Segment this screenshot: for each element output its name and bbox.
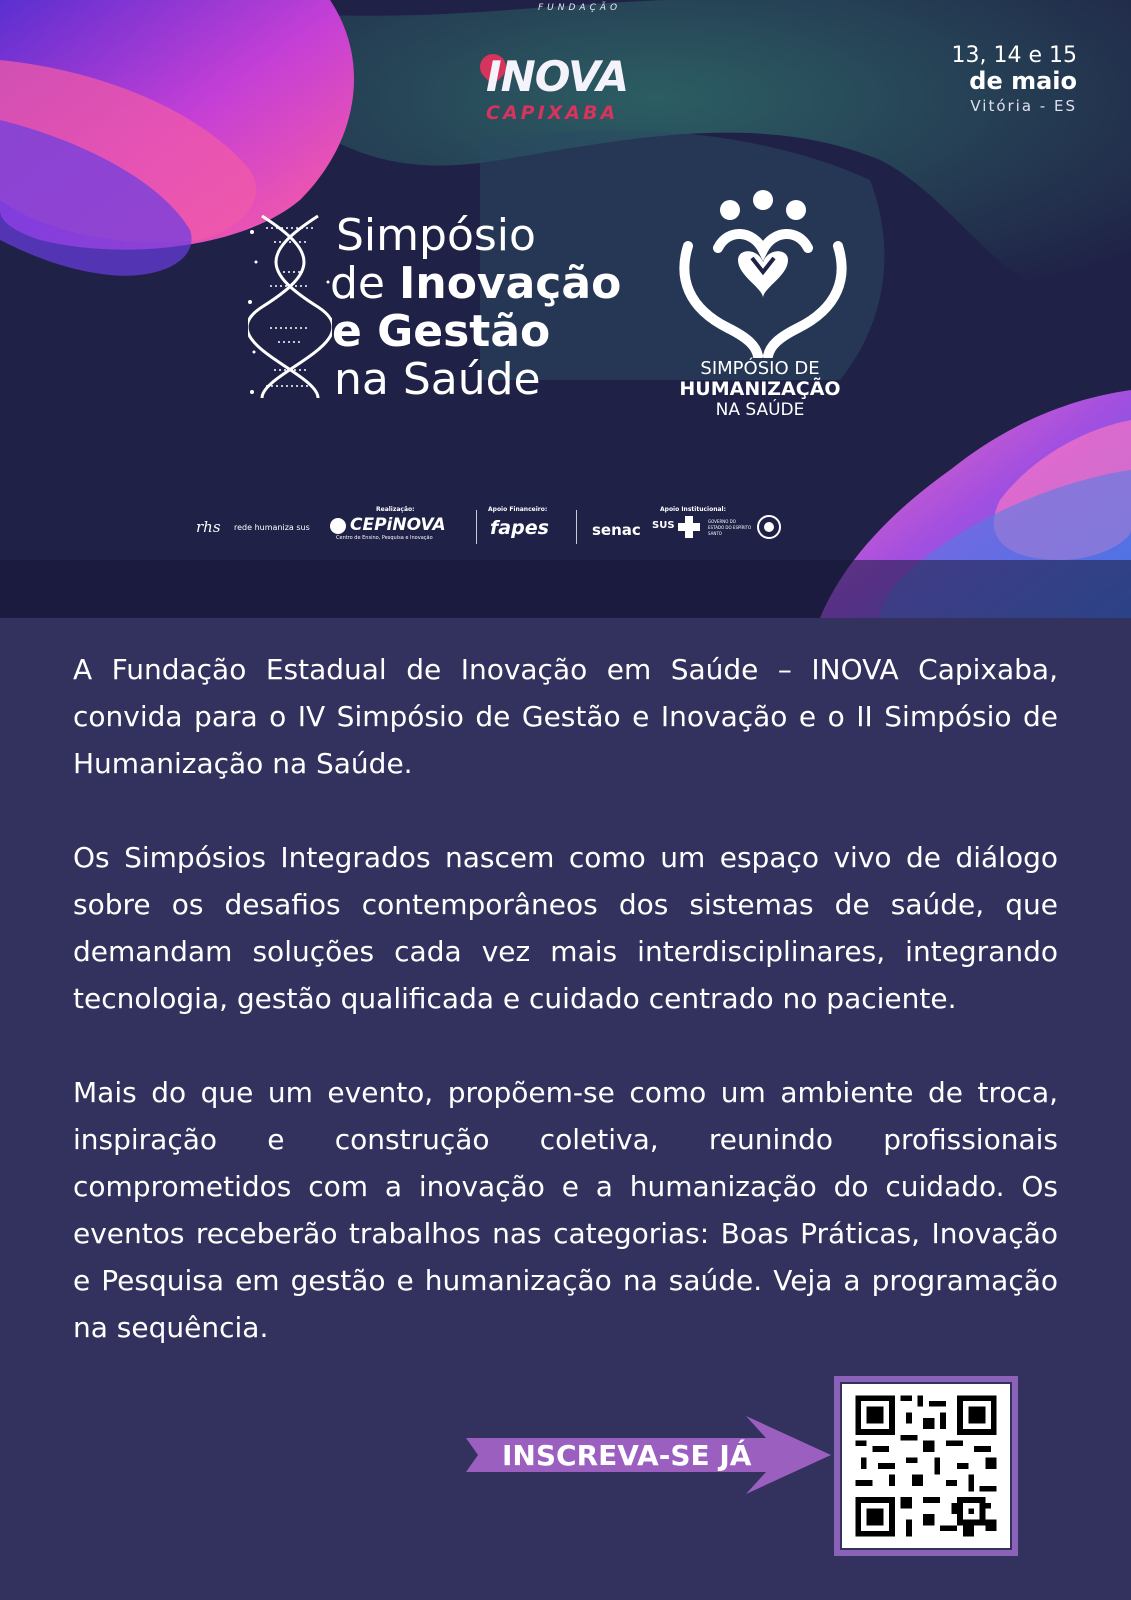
register-button-label[interactable]: INSCREVA-SE JÁ: [502, 1439, 752, 1472]
rede-humaniza-sus-logo: rede humaniza sus: [234, 523, 310, 532]
sus-logo: SUS: [652, 520, 675, 531]
simp2-line2: HUMANIZAÇÃO: [679, 378, 841, 400]
simp2-line1: SIMPÓSIO DE: [700, 358, 820, 379]
invitation-text: [73, 646, 1058, 1351]
senac-logo: senac: [592, 521, 641, 539]
simp1-line2-light: de: [330, 258, 399, 309]
simp1-line4: na Saúde: [334, 354, 541, 405]
paragraph-details: Mais do que um evento, propõem-se como um ambiente de troca, inspiração e construção coletiva, reunindo profissionais comprometidos com a inovação e a humanização do cuidado. Os eventos receberão trabalhos nas categorias: Boas Práticas, Inovação e Pesquisa em gestão e humanização na saúde. Veja a programação na sequência.: [73, 1076, 1058, 1344]
state-coat-of-arms-icon: [756, 514, 782, 540]
registration-qr-code[interactable]: [842, 1384, 1010, 1548]
event-month: de maio: [969, 67, 1077, 95]
symposium-humanization-title: [660, 358, 860, 421]
event-dates: [952, 44, 1078, 118]
logo-word: INOVA: [486, 52, 629, 101]
apoio-institucional-label: Apoio Institucional:: [660, 506, 726, 513]
sponsor-divider: [476, 510, 477, 544]
simp1-line2: [330, 260, 621, 308]
logo-subtitle: CAPIXABA: [486, 102, 619, 124]
sponsor-divider: [576, 510, 577, 544]
simp2-line3: NA SAÚDE: [715, 400, 805, 420]
fapes-logo: fapes: [490, 517, 549, 539]
simp1-line2-bold: Inovação: [399, 258, 622, 309]
rhs-logo: rhs: [196, 518, 221, 536]
governo-es-logo: GOVERNO DO ESTADO DO ESPÍRITO SANTO: [708, 519, 752, 536]
inova-capixaba-logo: [480, 44, 630, 134]
cepinova-subtitle: Centro de Ensino, Pesquisa e Inovação: [336, 535, 433, 541]
symposium-innovation-title: [330, 212, 621, 404]
paragraph-description: Os Simpósios Integrados nascem como um espaço vivo de diálogo sobre os desafios contemporâneos dos sistemas de saúde, que demandam soluções cada vez mais interdisciplinares, integrando tecnologia, gestão qualificada e cuidado centrado no paciente.: [73, 841, 1058, 1015]
humanization-heart-hands-icon: [668, 188, 858, 358]
paragraph-intro: A Fundação Estadual de Inovação em Saúde – INOVA Capixaba, convida para o IV Simpósio de Gestão e Inovação e o II Simpósio de Humanização na Saúde.: [73, 653, 1058, 780]
sponsor-logos-bar: [196, 506, 796, 552]
dna-icon: [248, 212, 332, 402]
cepinova-emblem-icon: [330, 518, 346, 534]
event-location: Vitória - ES: [970, 97, 1077, 115]
hero-banner: [0, 0, 1131, 618]
cepinova-logo: CEPiNOVA: [350, 515, 446, 535]
realizacao-label: Realização:: [376, 506, 415, 513]
sus-cross-icon: [678, 516, 700, 538]
logo-fundacao: FUNDAÇÃO: [538, 3, 622, 13]
simp1-line1: Simpósio: [336, 210, 536, 261]
simp1-line3: e Gestão: [332, 306, 551, 357]
apoio-financeiro-label: Apoio Financeiro:: [488, 506, 548, 513]
event-days: 13, 14 e 15: [951, 43, 1077, 68]
